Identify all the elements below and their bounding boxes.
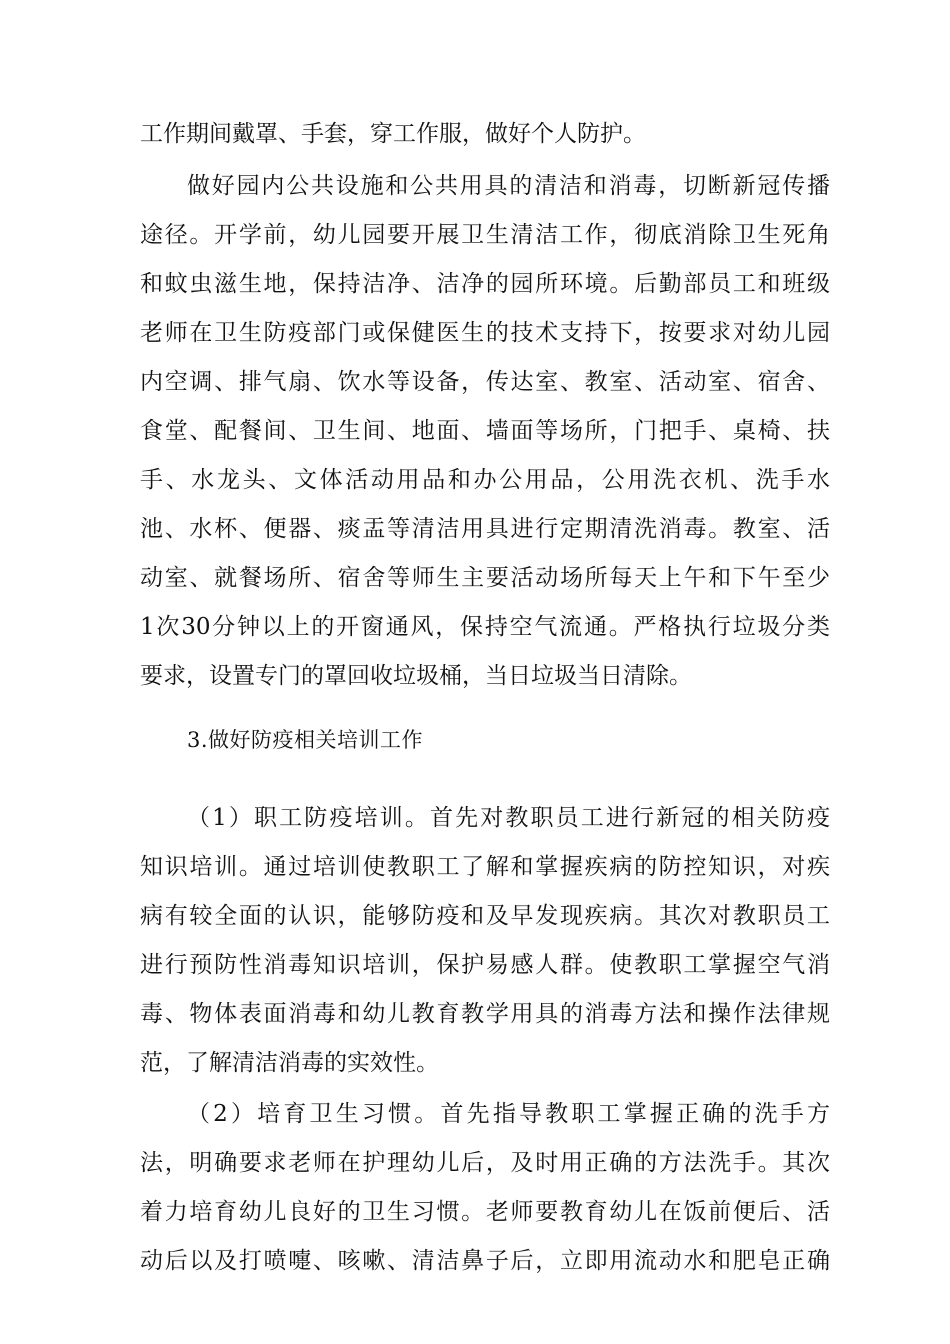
paragraph-first-line: 做好园内公共设施和公共用具的清洁和消毒，切断新冠传播 xyxy=(187,173,830,199)
text-line: 1次30分钟以上的开窗通风，保持空气流通。严格执行垃圾分类 xyxy=(140,614,830,640)
text-line: 进行预防性消毒知识培训，保护易感人群。使教职工掌握空气消 xyxy=(140,952,830,978)
text-line: 途径。开学前，幼儿园要开展卫生清洁工作，彻底消除卫生死角 xyxy=(140,222,830,248)
text-line: 知识培训。通过培训使教职工了解和掌握疾病的防控知识，对疾 xyxy=(140,854,830,880)
text-line: 要求，设置专门的罩回收垃圾桶，当日垃圾当日清除。 xyxy=(140,663,692,689)
text-line: 范，了解清洁消毒的实效性。 xyxy=(140,1050,439,1076)
text-line: 和蚊虫滋生地，保持洁净、洁净的园所环境。后勤部员工和班级 xyxy=(140,271,830,297)
text-line: 池、水杯、便器、痰盂等清洁用具进行定期清洗消毒。教室、活 xyxy=(140,516,830,542)
text-line: 病有较全面的认识，能够防疫和及早发现疾病。其次对教职员工 xyxy=(140,903,830,929)
text-line: 老师在卫生防疫部门或保健医生的技术支持下，按要求对幼儿园 xyxy=(140,320,830,346)
paragraph-first-line: （2）培育卫生习惯。首先指导教职工掌握正确的洗手方 xyxy=(187,1101,830,1127)
text-line: 毒、物体表面消毒和幼儿教育教学用具的消毒方法和操作法律规 xyxy=(140,1001,830,1027)
text-line: 动室、就餐场所、宿舍等师生主要活动场所每天上午和下午至少 xyxy=(140,565,830,591)
text-line: 工作期间戴罩、手套，穿工作服，做好个人防护。 xyxy=(140,121,646,147)
text-line: 法，明确要求老师在护理幼儿后，及时用正确的方法洗手。其次 xyxy=(140,1150,830,1176)
text-line: 内空调、排气扇、饮水等设备，传达室、教室、活动室、宿舍、 xyxy=(140,369,830,395)
text-line: 食堂、配餐间、卫生间、地面、墙面等场所，门把手、桌椅、扶 xyxy=(140,418,830,444)
text-line: 动后以及打喷嚏、咳嗽、清洁鼻子后，立即用流动水和肥皂正确 xyxy=(140,1248,830,1274)
paragraph-first-line: （1）职工防疫培训。首先对教职员工进行新冠的相关防疫 xyxy=(187,805,830,831)
text-line: 手、水龙头、文体活动用品和办公用品，公用洗衣机、洗手水 xyxy=(140,467,830,493)
section-heading: 3.做好防疫相关培训工作 xyxy=(187,728,424,752)
text-line: 着力培育幼儿良好的卫生习惯。老师要教育幼儿在饭前便后、活 xyxy=(140,1199,830,1225)
